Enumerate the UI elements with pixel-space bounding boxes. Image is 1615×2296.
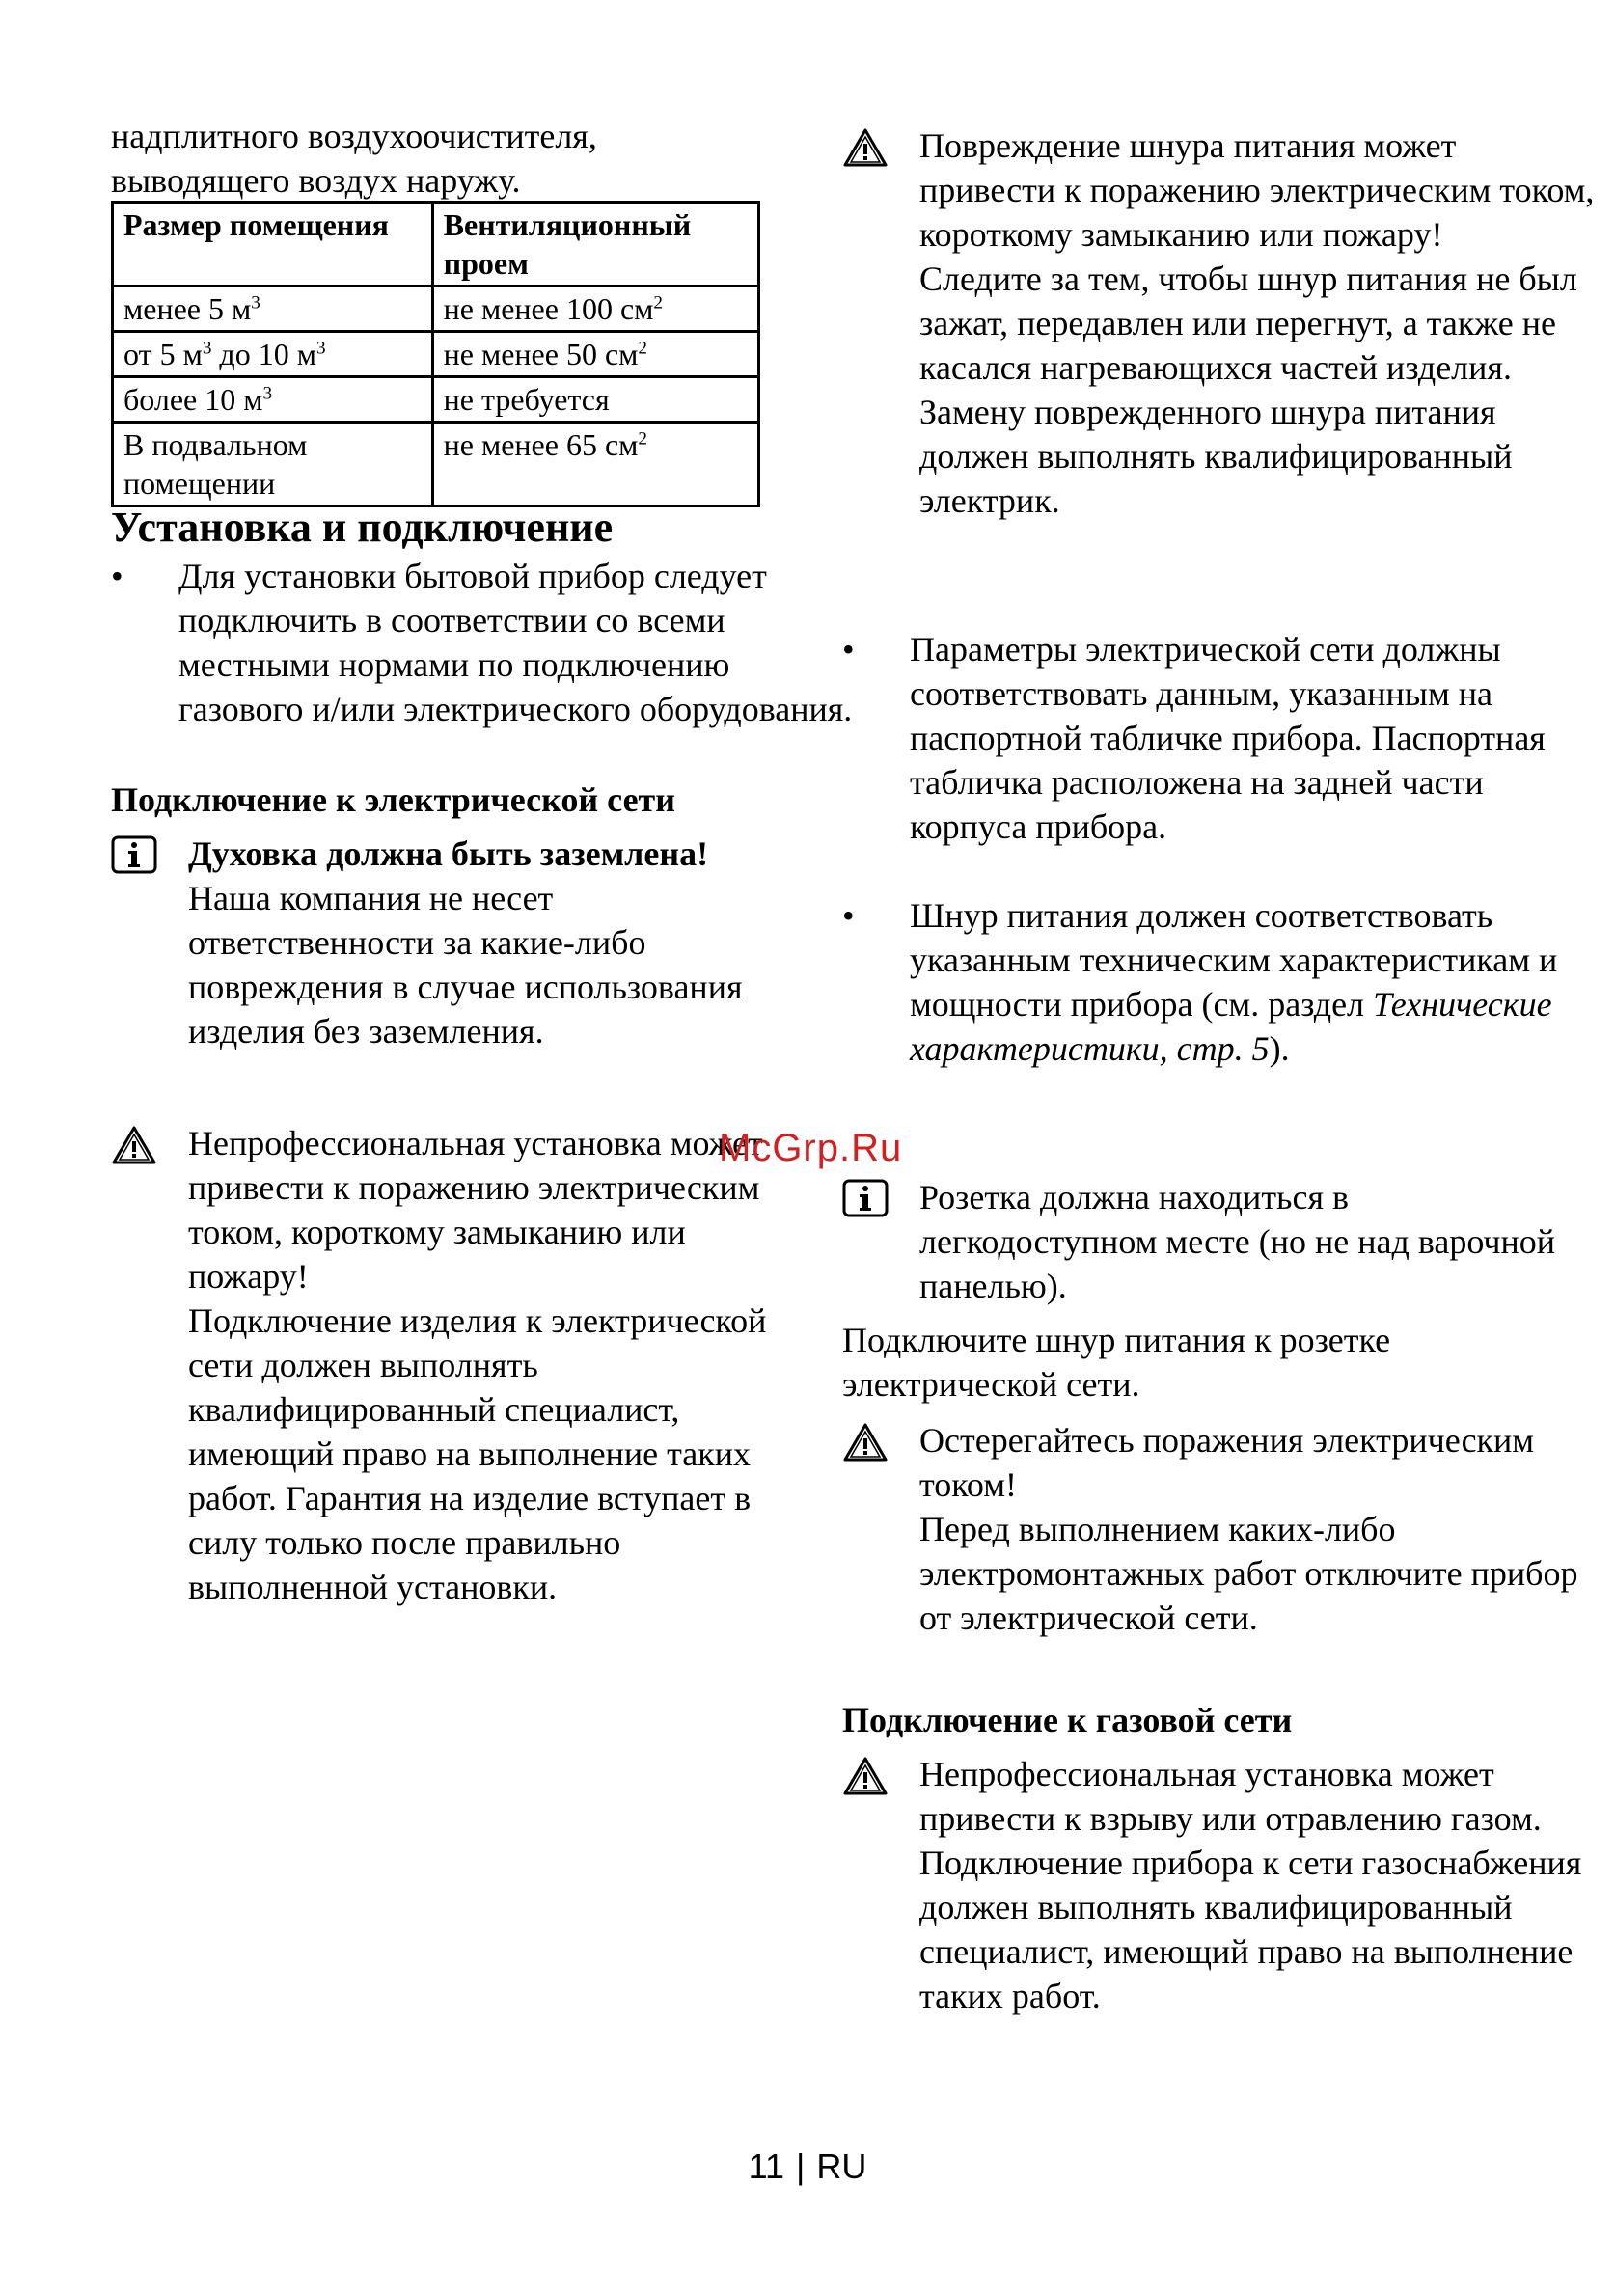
language-code: RU — [816, 2146, 867, 2186]
install-warning — [111, 1121, 806, 1609]
bullet-dot: • — [842, 896, 855, 935]
bullet-dot: • — [842, 630, 855, 669]
cord-warning-text-3: Замену поврежденного шнура питания должен выполнять квалифицированный электрик. — [919, 393, 1513, 520]
gas-warning-text-1: Непрофессиональная установка может привести к взрыву или отравлению газом. — [919, 1755, 1542, 1838]
table-row — [113, 332, 759, 377]
table-cell-room: от 5 $м^3$ до 10 $м^3$ — [113, 332, 433, 377]
install-bullet-text: Для установки бытовой прибор следует подключить в соответствии со всеми местными нормами по подключению газового и/или электрического оборудования. — [178, 557, 853, 728]
list-item — [111, 554, 854, 731]
gas-warning — [842, 1752, 1595, 2018]
params-bullet-text: Параметры электрической сети должны соответствовать данным, указанным на паспортной табличке прибора. Паспортная табличка расположена на задней части корпуса прибора. — [910, 630, 1546, 846]
shock-warning-text-2: Перед выполнением каких-либо электромонтажных работ отключите прибор от электрической сети. — [919, 1510, 1578, 1637]
cord-warning-text-1: Повреждение шнура питания может привести к поражению электрическим током, короткому замыканию или пожару! — [919, 126, 1595, 254]
warning-triangle-icon — [842, 1756, 889, 1801]
table-header-vent: Вентиляционный проем — [432, 203, 758, 287]
install-warning-text: Непрофессиональная установка может привести к поражению электрическим током, короткому замыканию или пожару! — [188, 1124, 763, 1296]
table-row — [113, 287, 759, 332]
page-footer — [0, 2146, 1615, 2187]
table-header-room-size: Размер помещения — [113, 203, 433, 287]
install-warning-text-2: Подключение изделия к электрической сети должен выполнять квалифицированный специалист, имеющий право на выполнение таких работ. Гарантия на изделие вступает в силу только после правильно выполненной установки. — [188, 1301, 767, 1606]
shock-warning-text-1: Остерегайтесь поражения электрическим током! — [919, 1421, 1535, 1504]
ground-note — [111, 832, 806, 1053]
cord-warning — [842, 123, 1595, 523]
shock-warning — [842, 1418, 1595, 1640]
table-cell-room: менее 5 $м^3$ — [113, 287, 433, 332]
intro-text — [111, 114, 786, 203]
table-cell-room: В подвальном помещении — [113, 423, 433, 506]
ventilation-table — [111, 201, 760, 507]
gas-warning-text-2: Подключение прибора к сети газоснабжения должен выполнять квалифицированный специалист, имеющий право на выполнение таких работ. — [919, 1844, 1582, 2015]
table-header-row — [113, 203, 759, 287]
table-cell-vent: не менее 100 $см^2$ — [432, 287, 758, 332]
table-row — [113, 423, 759, 506]
ground-note-text: Наша компания не несет ответственности за какие-либо повреждения в случае использования изделия без заземления. — [188, 879, 743, 1051]
cord-bullet-text: Шнур питания должен соответствовать указанным техническим характеристикам и мощности прибора (см. раздел Технические характеристики, стр. 5). — [910, 896, 1558, 1068]
intro-line-2: выводящего воздух наружу. — [111, 161, 521, 200]
electric-heading: Подключение к электрической сети — [111, 780, 675, 819]
bullet-dot: • — [111, 557, 123, 595]
table-cell-vent: не менее 65 $см^2$ — [432, 423, 758, 506]
page-number: 11 — [748, 2146, 784, 2186]
socket-note — [842, 1175, 1595, 1308]
cord-warning-text-2: Следите за тем, чтобы шнур питания не был зажат, передавлен или перегнут, а также не касался нагревающихся частей изделия. — [919, 260, 1577, 387]
ground-note-title: Духовка должна быть заземлена! — [188, 834, 709, 873]
table-cell-vent: не менее 50 $см^2$ — [432, 332, 758, 377]
plug-in-text: Подключите шнур питания к розетке электрической сети. — [842, 1321, 1391, 1404]
table-cell-room: более 10 $м^3$ — [113, 377, 433, 423]
list-item — [842, 893, 1585, 1071]
warning-triangle-icon — [842, 1422, 889, 1467]
section-title: Установка и подключение — [111, 504, 614, 551]
intro-line-1: надплитного воздухоочистителя, — [111, 117, 597, 155]
socket-note-text: Розетка должна находиться в легкодоступном месте (но не над варочной панелью). — [919, 1178, 1556, 1305]
warning-triangle-icon — [111, 1125, 157, 1170]
info-icon — [842, 1179, 889, 1222]
info-icon — [111, 835, 157, 879]
warning-triangle-icon — [842, 127, 889, 173]
gas-heading: Подключение к газовой сети — [842, 1701, 1293, 1739]
table-cell-vent: не требуется — [432, 377, 758, 423]
footer-separator: | — [796, 2146, 806, 2186]
table-row — [113, 377, 759, 423]
list-item — [842, 627, 1585, 849]
watermark: McGrp.Ru — [719, 1127, 903, 1169]
tech-specs-reference: Технические характеристики, стр. 5 — [910, 985, 1552, 1068]
